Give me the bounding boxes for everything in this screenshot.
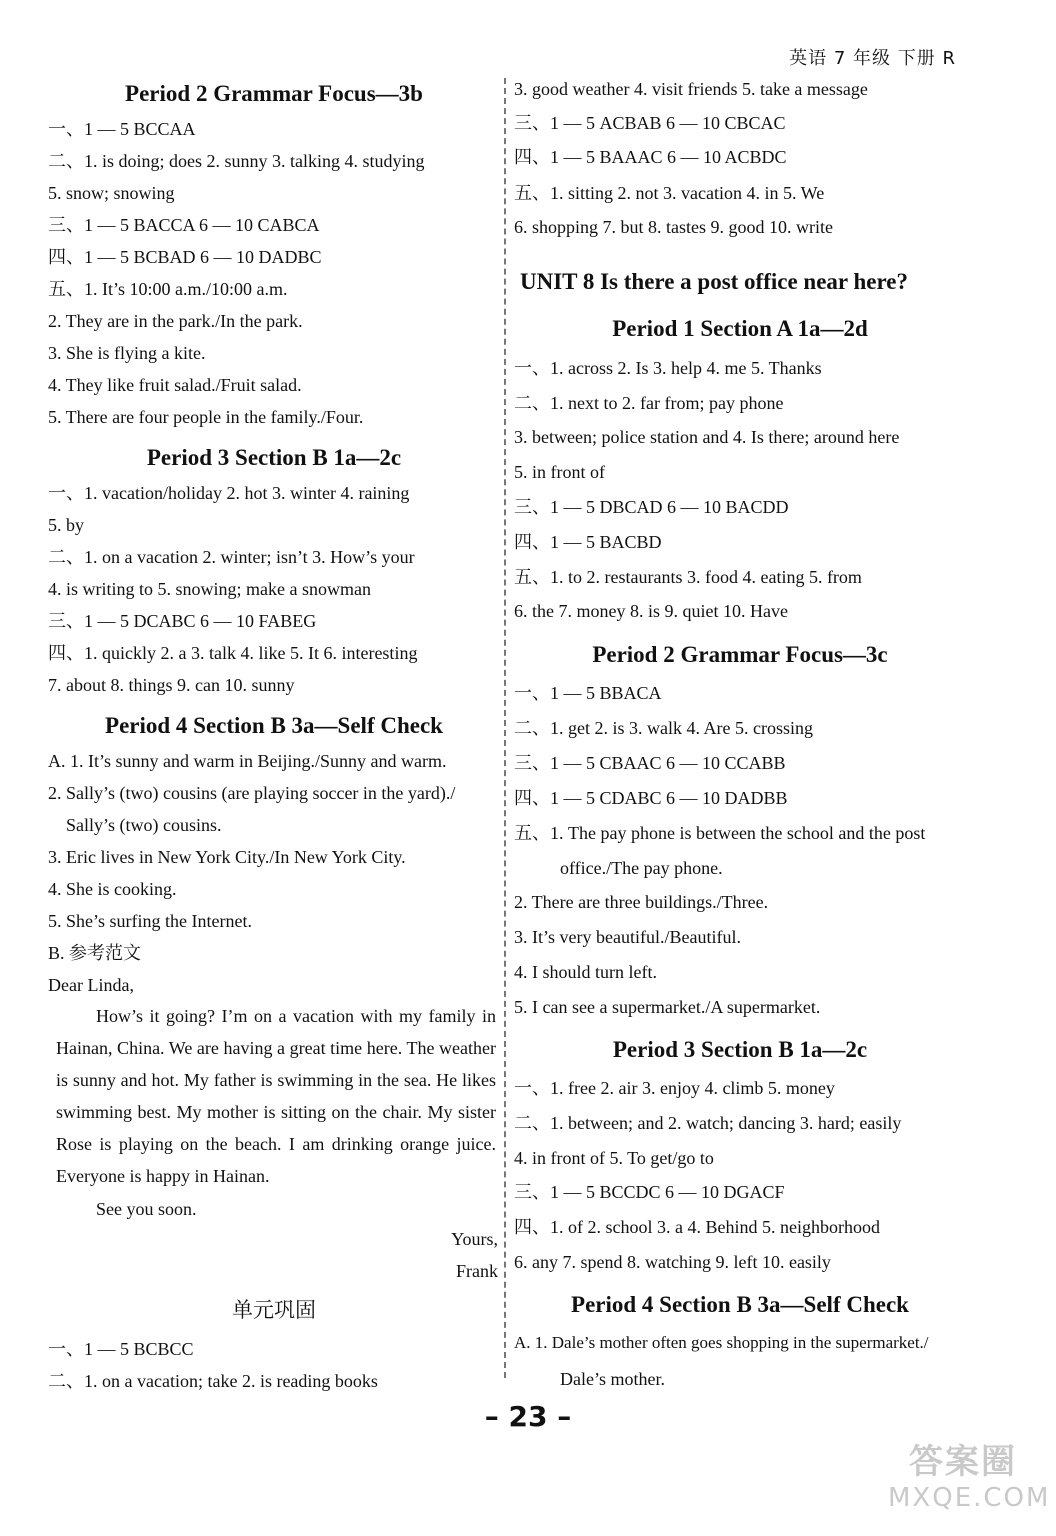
- answer-line: 7. about 8. things 9. can 10. sunny: [48, 675, 295, 695]
- letter-greeting: Dear Linda,: [48, 975, 134, 995]
- section-title-u8-period-2: Period 2 Grammar Focus—3c: [592, 642, 888, 667]
- answer-line: 一、1. free 2. air 3. enjoy 4. climb 5. money: [514, 1078, 835, 1098]
- section-title-period-2: Period 2 Grammar Focus—3b: [125, 81, 423, 106]
- section-title-period-4: Period 4 Section B 3a—Self Check: [105, 713, 443, 738]
- section-title-u8-period-4: Period 4 Section B 3a—Self Check: [571, 1292, 909, 1317]
- answer-line: 三、1 — 5 BCCDC 6 — 10 DGACF: [514, 1182, 785, 1202]
- answer-line: 二、1. between; and 2. watch; dancing 3. hard; easily: [514, 1113, 902, 1133]
- answer-line: A. 1. Dale’s mother often goes shopping in the supermarket./: [514, 1333, 929, 1352]
- answer-line: 5. snow; snowing: [48, 183, 175, 203]
- section-title-u8-period-1: Period 1 Section A 1a—2d: [612, 316, 868, 341]
- answer-line: 五、1. to 2. restaurants 3. food 4. eating 5. from: [514, 567, 862, 587]
- answer-line: 6. the 7. money 8. is 9. quiet 10. Have: [514, 601, 788, 621]
- unit-title: UNIT 8 Is there a post office near here?: [520, 269, 908, 294]
- answer-line: 3. She is flying a kite.: [48, 343, 206, 363]
- answer-line: 五、1. It’s 10:00 a.m./10:00 a.m.: [48, 279, 288, 299]
- section-title-period-3: Period 3 Section B 1a—2c: [146, 445, 402, 470]
- answer-line: 3. It’s very beautiful./Beautiful.: [514, 927, 741, 947]
- answer-line: A. 1. It’s sunny and warm in Beijing./Sunny and warm.: [48, 751, 447, 771]
- answer-line: 三、1 — 5 DBCAD 6 — 10 BACDD: [514, 497, 789, 517]
- answer-line: 4. She is cooking.: [48, 879, 177, 899]
- sample-essay-label: B. 参考范文: [48, 943, 142, 963]
- answer-line: 二、1. on a vacation; take 2. is reading books: [48, 1371, 378, 1391]
- letter-body: How’s it going? I’m on a vacation with my family in Hainan, China. We are having a great time here. The weather is sunny and hot. My father is swimming in the sea. He likes swimming best. My mother is sitting on the chair. My sister Rose is playing on the beach. I am drinking orange juice. Everyone is happy in Hainan.: [56, 1006, 496, 1186]
- answer-line: 五、1. The pay phone is between the school and the post: [514, 823, 926, 843]
- watermark-logo: [888, 1434, 1051, 1522]
- answer-line: 2. They are in the park./In the park.: [48, 311, 303, 331]
- answer-line: 4. I should turn left.: [514, 962, 657, 982]
- answer-line: 四、1 — 5 BCBAD 6 — 10 DADBC: [48, 247, 322, 267]
- answer-line: 五、1. sitting 2. not 3. vacation 4. in 5. We: [514, 183, 825, 203]
- answer-line: office./The pay phone.: [560, 858, 723, 878]
- answer-line: Dale’s mother.: [560, 1369, 665, 1389]
- answer-line: 2. There are three buildings./Three.: [514, 892, 769, 912]
- answer-line: 一、1 — 5 BBACA: [514, 683, 662, 703]
- answer-line: 4. is writing to 5. snowing; make a snowman: [48, 579, 371, 599]
- watermark-text: 答案圈: [909, 1442, 1017, 1482]
- answer-line: 6. any 7. spend 8. watching 9. left 10. easily: [514, 1252, 831, 1272]
- answer-line: 三、1 — 5 DCABC 6 — 10 FABEG: [48, 611, 317, 631]
- answer-line: 二、1. get 2. is 3. walk 4. Are 5. crossing: [514, 718, 813, 738]
- answer-line: 四、1 — 5 BAAAC 6 — 10 ACBDC: [514, 147, 787, 167]
- answer-line: 二、1. next to 2. far from; pay phone: [514, 393, 784, 413]
- answer-line: 3. Eric lives in New York City./In New York City.: [48, 847, 406, 867]
- letter-closing: See you soon.: [96, 1199, 197, 1219]
- answer-line: 一、1. vacation/holiday 2. hot 3. winter 4. raining: [48, 483, 410, 503]
- answer-line: 5. in front of: [514, 462, 605, 482]
- answer-line: 三、1 — 5 BACCA 6 — 10 CABCA: [48, 215, 320, 235]
- letter-yours: Yours,: [451, 1229, 498, 1249]
- answer-line: 6. shopping 7. but 8. tastes 9. good 10. write: [514, 217, 833, 237]
- answer-line: 二、1. is doing; does 2. sunny 3. talking 4. studying: [48, 151, 425, 171]
- answer-line: 5. There are four people in the family./Four.: [48, 407, 364, 427]
- answer-line: 5. by: [48, 515, 84, 535]
- answer-line: 四、1. of 2. school 3. a 4. Behind 5. neighborhood: [514, 1217, 880, 1237]
- letter-signature: Frank: [456, 1261, 498, 1281]
- answer-line: 3. good weather 4. visit friends 5. take a message: [514, 79, 868, 99]
- section-title-u8-period-3: Period 3 Section B 1a—2c: [612, 1037, 868, 1062]
- answer-line: 二、1. on a vacation 2. winter; isn’t 3. How’s your: [48, 547, 415, 567]
- column-divider: [504, 78, 506, 1378]
- answer-line: 一、1. across 2. Is 3. help 4. me 5. Thanks: [514, 358, 822, 378]
- header-subject-tag: 英语 7 年级 下册 R: [789, 48, 956, 69]
- answer-line: 4. in front of 5. To get/go to: [514, 1148, 714, 1168]
- answer-line: 4. They like fruit salad./Fruit salad.: [48, 375, 302, 395]
- answer-line: 2. Sally’s (two) cousins (are playing soccer in the yard)./: [48, 783, 456, 803]
- answer-line: 三、1 — 5 ACBAB 6 — 10 CBCAC: [514, 113, 786, 133]
- answer-line: 三、1 — 5 CBAAC 6 — 10 CCABB: [514, 753, 786, 773]
- answer-line: 5. I can see a supermarket./A supermarket.: [514, 997, 821, 1017]
- answer-line: 一、1 — 5 BCBCC: [48, 1339, 194, 1359]
- answer-line: 3. between; police station and 4. Is there; around here: [514, 427, 900, 447]
- answer-line: 四、1 — 5 CDABC 6 — 10 DADBB: [514, 788, 788, 808]
- answer-line: 四、1. quickly 2. a 3. talk 4. like 5. It 6. interesting: [48, 643, 418, 663]
- answer-line: 5. She’s surfing the Internet.: [48, 911, 252, 931]
- watermark-url: MXQE.COM: [888, 1483, 1051, 1513]
- answer-line: Sally’s (two) cousins.: [66, 815, 222, 835]
- section-title-unit-review: 单元巩固: [232, 1298, 316, 1322]
- answer-line: 四、1 — 5 BACBD: [514, 532, 662, 552]
- answer-line: 一、1 — 5 BCCAA: [48, 119, 196, 139]
- page-number: – 23 –: [484, 1400, 572, 1433]
